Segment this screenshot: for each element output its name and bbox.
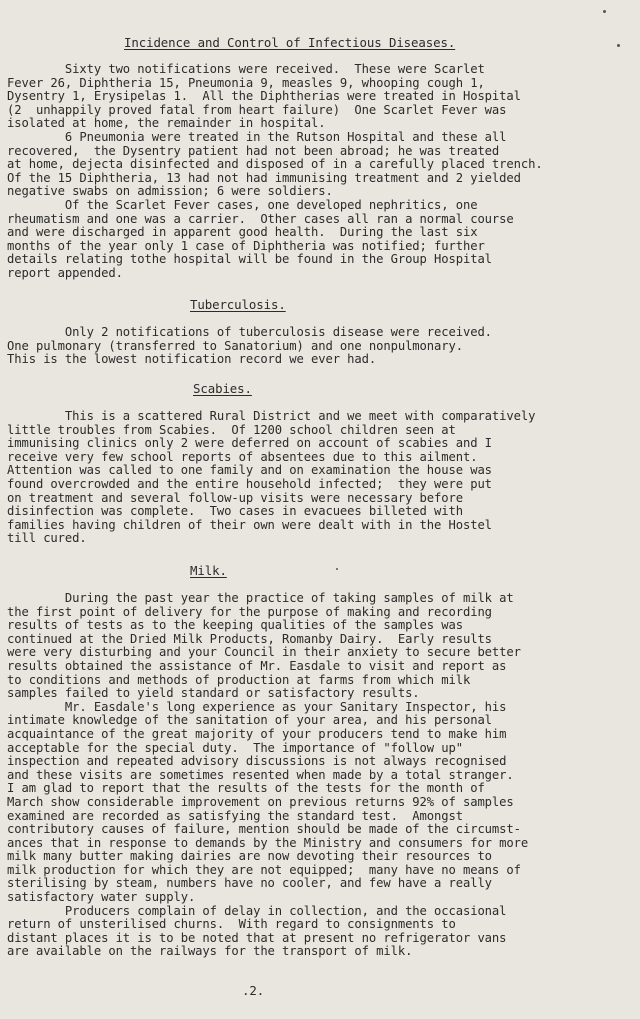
- page-number: .2.: [242, 983, 265, 998]
- paragraph-scabies: This is a scattered Rural District and we meet with comparatively little troubles from Scabies. Of 1200 school children seen at immunising clinics only 2 were deferred on account of scabies and I receive very few school reports of absentees due to this ailment. Attention was called to one family and on examination the house was found overcrowded and the entire household infected; they were put on treatment and several follow-up visits were necessary before disinfection was complete. Two cases in evacuees billeted with families having children of their own were dealt with in the Hostel till cured.: [7, 409, 536, 546]
- paper-speck: [603, 10, 606, 13]
- heading-infectious-diseases: Incidence and Control of Infectious Diseases.: [124, 35, 456, 50]
- paper-speck: [336, 568, 338, 570]
- paragraph-infectious-diseases: Sixty two notifications were received. These were Scarlet Fever 26, Diphtheria 15, Pneumonia 9, measles 9, whooping cough 1, Dysentry 1, Erysipelas 1. All the Diphtherias were treated in Hospital (2 unhappily proved fatal from heart failure) One Scarlet Fever was isolated at home, the remainder in hospital. 6 Pneumonia were treated in the Rutson Hospital and these all recovered, the Dysentry patient had not been abroad; he was treated at home, dejecta disinfected and disposed of in a carefully placed trench. Of the 15 Diphtheria, 13 had not had immunising treatment and 2 yielded negative swabs on admission; 6 were soldiers. Of the Scarlet Fever cases, one developed nephritics, one rheumatism and one was a carrier. Other cases all ran a normal course and were discharged in apparent good health. During the last six months of the year only 1 case of Diphtheria was notified; further details relating tothe hospital will be found in the Group Hospital report appended.: [7, 62, 543, 280]
- heading-milk: Milk.: [190, 563, 227, 578]
- paper-speck: [617, 44, 620, 47]
- heading-scabies: Scabies.: [193, 381, 252, 396]
- heading-tuberculosis: Tuberculosis.: [190, 297, 286, 312]
- paragraph-tuberculosis: Only 2 notifications of tuberculosis disease were received. One pulmonary (transferred to Sanatorium) and one nonpulmonary. This is the lowest notification record we ever had.: [7, 325, 492, 367]
- paragraph-milk: During the past year the practice of taking samples of milk at the first point of delivery for the purpose of making and recording results of tests as to the keeping qualities of the samples was continued at the Dried Milk Products, Romanby Dairy. Early results were very disturbing and your Council in their anxiety to secure better results obtained the assistance of Mr. Easdale to visit and report as to conditions and methods of production at farms from which milk samples failed to yield standard or satisfactory results. Mr. Easdale's long experience as your Sanitary Inspector, his intimate knowledge of the sanitation of your area, and his personal acquaintance of the great majority of your producers tend to make him acceptable for the special duty. The importance of "follow up" inspection and repeated advisory discussions is not always recognised and these visits are sometimes resented when made by a total stranger. I am glad to report that the results of the tests for the month of March show considerable improvement on previous returns 92% of samples examined are recorded as satisfying the standard test. Amongst contributory causes of failure, mention should be made of the circumst- ances that in response to demands by the Ministry and consumers for more milk many butter making dairies are now devoting their resources to milk production for which they are not equipped; many have no means of sterilising by steam, numbers have no cooler, and few have a really satisfactory water supply. Producers complain of delay in collection, and the occasional return of unsterilised churns. With regard to consignments to distant places it is to be noted that at present no refrigerator vans are available on the railways for the transport of milk.: [7, 591, 529, 959]
